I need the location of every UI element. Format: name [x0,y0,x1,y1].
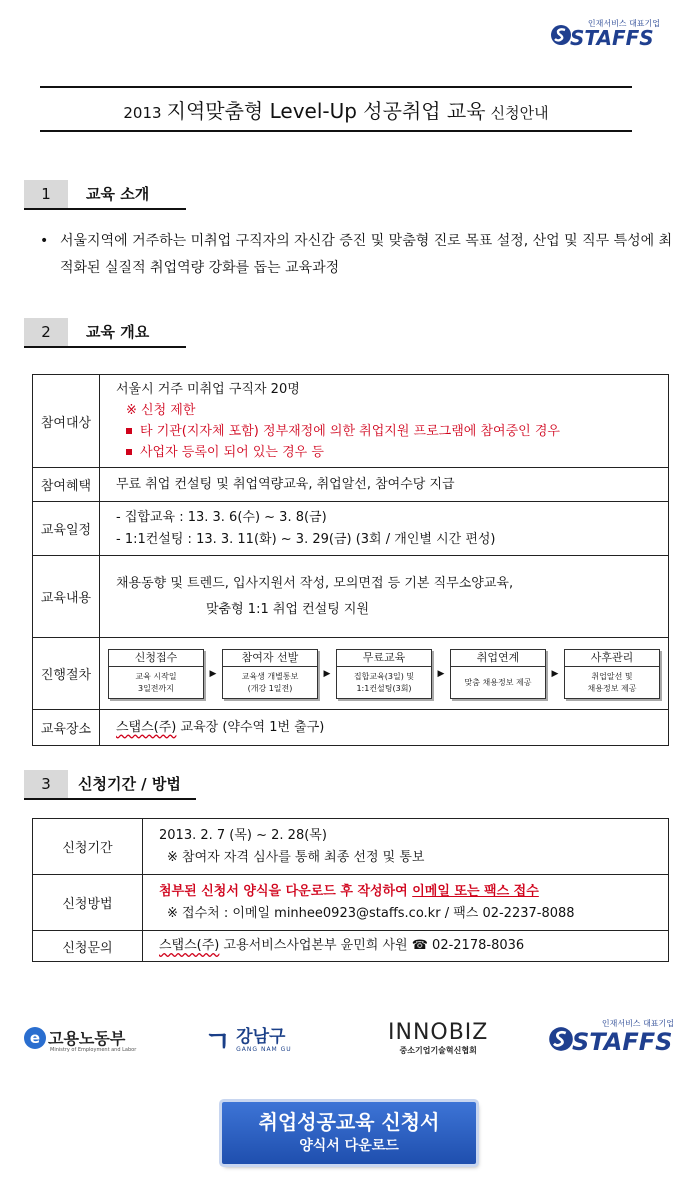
process-step-5 [564,649,660,699]
moel-en: Ministry of Employment and Labor [50,1047,137,1053]
row-inquiry [33,931,669,962]
page-title [40,86,632,132]
label-target: 참여대상 [33,375,100,468]
innobiz-sub: 중소기업기술혁신협회 [399,1046,477,1055]
arrow-right-icon: ▶ [551,668,559,679]
label-schedule: 교육일정 [33,502,100,556]
method-line2: ※ 접수처 : 이메일 minhee0923@staffs.co.kr / 팩스 02-2237-8088 [167,905,575,921]
section-3-number: 3 [24,770,68,798]
step-desc: 3일전까지 [137,683,174,693]
arrow-right-icon: ▶ [209,668,217,679]
row-target [33,375,669,468]
staffs-footer-word: STAFFS [572,1028,673,1056]
section-1-number: 1 [24,180,68,208]
step-title: 사후관리 [565,650,659,667]
benefit-value: 무료 취업 컨설팅 및 취업역량교육, 취업알선, 참여수당 지급 [100,468,669,502]
row-content [33,556,669,638]
place-company: 스탭스(주) [116,719,177,735]
moel-e-icon: e [24,1027,46,1049]
label-place: 교육장소 [33,710,100,746]
staffs-logo-footer [548,1018,678,1062]
red-bullet-icon [126,428,132,434]
download-button-line1: 취업성공교육 신청서 [258,1110,440,1134]
step-title: 참여자 선발 [223,650,317,667]
staffs-footer-tagline: 인재서비스 대표기업 [601,1019,674,1028]
section-1-header [24,180,186,210]
row-process [33,638,669,710]
step-desc: 1:1컨설팅(3회) [356,683,412,693]
inquiry-value: 고용서비스사업본부 윤민희 사원 ☎ 02-2178-8036 [219,938,525,953]
step-title: 무료교육 [337,650,431,667]
download-form-button[interactable] [222,1102,476,1164]
staffs-mark-icon [550,24,572,46]
red-bullet-icon [126,449,132,455]
label-content: 교육내용 [33,556,100,638]
target-restrict2: 사업자 등록이 되어 있는 경우 등 [140,445,324,460]
step-desc: 교육생 개별통보 [241,671,299,681]
method-line1b: 이메일 또는 팩스 접수 [412,883,539,899]
intro-paragraph [40,228,684,282]
row-method [33,875,669,931]
logo-tagline: 인재서비스 대표기업 [587,19,660,28]
step-title: 신청접수 [109,650,203,667]
label-inquiry: 신청문의 [33,931,143,962]
label-benefit: 참여혜택 [33,468,100,502]
intro-text: 서울지역에 거주하는 미취업 구직자의 자신감 증진 및 맞춤형 진로 목표 설정, 산업 및 직무 특성에 최적화된 실질적 취업역량 강화를 돕는 교육과정 [60,233,673,276]
footer-logos [0,1012,700,1072]
gangnam-name: 강남구 [236,1026,286,1047]
title-year: 2013 [123,104,162,122]
title-sub: 신청안내 [490,104,549,122]
section-2-header [24,318,186,348]
row-benefit [33,468,669,502]
moel-logo [24,1026,136,1086]
process-steps [108,649,660,699]
label-period: 신청기간 [33,819,143,875]
arrow-right-icon: ▶ [437,668,445,679]
innobiz-logo [388,1020,488,1080]
step-desc: 맞춤 채용정보 제공 [464,677,532,687]
step-desc: 취업알선 및 [591,671,633,681]
label-process: 진행절차 [33,638,100,710]
method-line1a: 첨부된 신청서 양식을 다운로드 후 작성하여 [159,883,413,899]
step-desc: 교육 시작일 [135,671,177,681]
row-period [33,819,669,875]
arrow-right-icon: ▶ [323,668,331,679]
step-desc: (개강 1일전) [247,683,293,693]
target-note: ※ 신청 제한 [126,403,196,418]
process-step-2 [222,649,318,699]
row-place [33,710,669,746]
process-step-4 [450,649,546,699]
content-line2: 맞춤형 1:1 취업 컨설팅 지원 [206,601,370,617]
process-step-3 [336,649,432,699]
step-title: 취업연계 [451,650,545,667]
section-2-number: 2 [24,318,68,346]
process-step-1 [108,649,204,699]
title-main: 지역맞춤형 Level-Up 성공취업 교육 [166,99,486,123]
period-line2: ※ 참여자 자격 심사를 통해 최종 선정 및 통보 [167,849,425,865]
label-method: 신청방법 [33,875,143,931]
section-2-title: 교육 개요 [86,323,150,341]
section-3-title: 신청기간 / 방법 [78,775,181,793]
application-table [32,818,669,962]
gangnam-logo [204,1020,292,1080]
schedule-line2: - 1:1컨설팅 : 13. 3. 11(화) ~ 3. 29(금) (3회 / 개인별 시간 편성) [116,531,496,547]
content-line1: 채용동향 및 트렌드, 입사지원서 작성, 모의면접 등 기본 직무소양교육, [116,575,514,591]
target-line1: 서울시 거주 미취업 구직자 20명 [116,382,300,397]
section-1-title: 교육 소개 [86,185,150,203]
row-schedule [33,502,669,556]
target-restrict1: 타 기관(지자체 포함) 정부재정에 의한 취업지원 프로그램에 참여중인 경우 [140,424,560,439]
place-value: 교육장 (약수역 1번 출구) [176,719,325,735]
gangnam-en: GANG NAM GU [236,1045,292,1053]
schedule-line1: - 집합교육 : 13. 3. 6(수) ~ 3. 8(금) [116,509,327,525]
step-desc: 채용정보 제공 [587,683,637,693]
intro-bullet: • [40,233,49,249]
period-line1: 2013. 2. 7 (목) ~ 2. 28(목) [159,827,327,843]
staffs-logo-top [550,18,670,52]
staffs-mark-icon [548,1026,574,1052]
overview-table [32,374,669,746]
section-3-header [24,770,196,800]
step-desc: 집합교육(3일) 및 [353,671,415,681]
innobiz-word: INNOBIZ [388,1020,489,1045]
logo-word: STAFFS [570,26,654,50]
gangnam-mark-icon: ㄱ [204,1025,232,1058]
moel-name: 고용노동부 [48,1029,126,1048]
inquiry-company: 스탭스(주) [159,938,220,953]
download-button-line2: 양식서 다운로드 [299,1138,399,1154]
